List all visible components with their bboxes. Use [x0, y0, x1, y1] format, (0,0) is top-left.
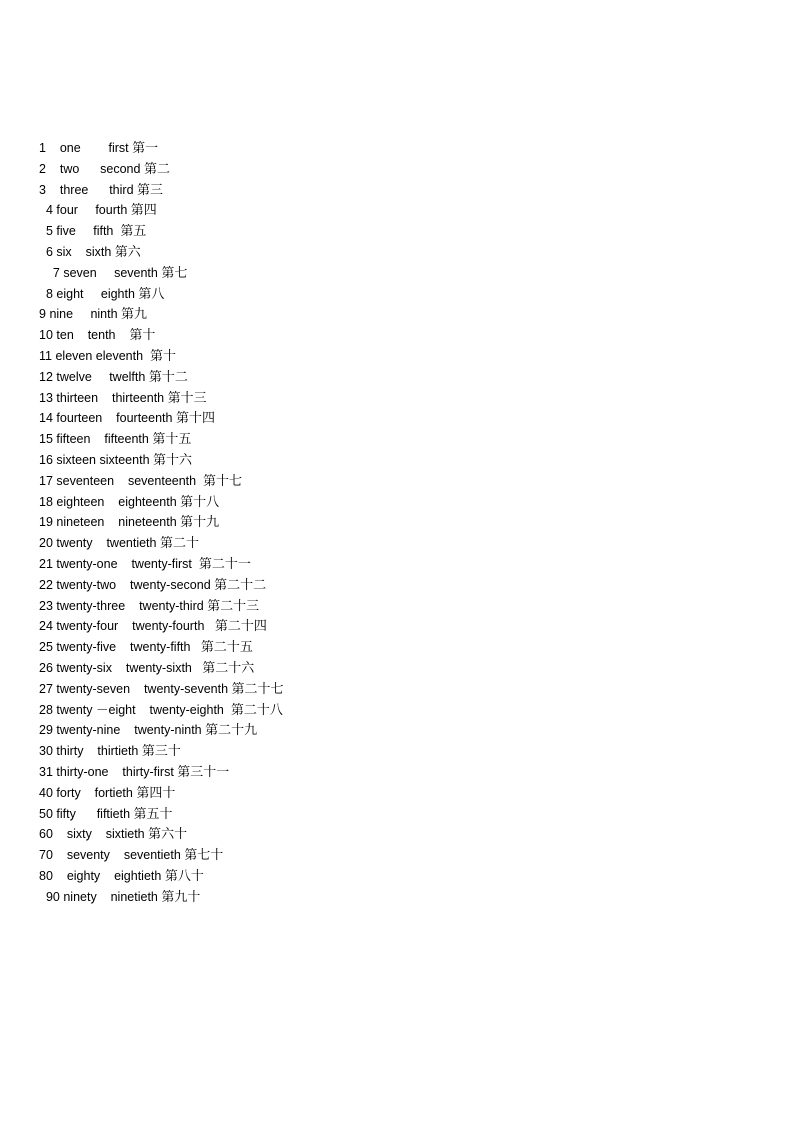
- cardinal-word: forty: [56, 785, 81, 800]
- number-value: 30: [39, 744, 53, 759]
- ordinal-word: second: [100, 161, 141, 176]
- ordinal-word: seventieth: [123, 848, 181, 863]
- cardinal-word: sixty: [66, 827, 92, 842]
- ordinal-word: fortieth: [94, 785, 133, 800]
- ordinal-word: twenty-fourth: [132, 619, 205, 634]
- number-line: [39, 346, 739, 367]
- cardinal-word: fifteen: [56, 432, 91, 447]
- chinese-ordinal: 第二十七: [231, 681, 284, 697]
- cardinal-word: nineteen: [56, 515, 105, 530]
- number-line: [39, 388, 739, 409]
- ordinal-word: eighteenth: [118, 494, 177, 509]
- chinese-ordinal: 第二十一: [198, 556, 251, 572]
- ordinal-word: third: [109, 182, 134, 197]
- cardinal-word: twenty-six: [56, 660, 112, 675]
- ordinal-word: fifteenth: [104, 432, 149, 447]
- cardinal-word: twenty-seven: [56, 681, 131, 696]
- cardinal-word: twenty-nine: [56, 723, 121, 738]
- number-line: [39, 616, 739, 637]
- number-line: [39, 866, 739, 887]
- number-value: 24: [39, 619, 53, 634]
- chinese-ordinal: 第十九: [180, 515, 220, 531]
- chinese-ordinal: 第八十: [164, 868, 204, 884]
- number-line: [39, 804, 739, 825]
- chinese-ordinal: 第二: [143, 161, 170, 177]
- number-value: 13: [39, 390, 53, 405]
- number-line: [39, 596, 739, 617]
- number-value: 31: [39, 764, 53, 779]
- number-value: 15: [39, 432, 53, 447]
- chinese-ordinal: 第二十三: [207, 598, 260, 614]
- cardinal-word: thirteen: [56, 390, 99, 405]
- number-line: [39, 138, 739, 159]
- number-value: 70: [39, 848, 53, 863]
- chinese-ordinal: 第九: [121, 307, 148, 323]
- number-value: 23: [39, 598, 53, 613]
- chinese-ordinal: 第七十: [184, 848, 224, 864]
- cardinal-word: twenty-four: [56, 619, 119, 634]
- cardinal-word: ten: [56, 328, 74, 343]
- number-value: 26: [39, 660, 53, 675]
- number-line: [39, 408, 739, 429]
- chinese-ordinal: 第十八: [180, 494, 220, 510]
- number-value: 4: [45, 203, 53, 218]
- chinese-ordinal: 第十六: [153, 452, 193, 468]
- number-value: 22: [39, 577, 53, 592]
- number-value: 10: [39, 328, 53, 343]
- number-line: [39, 637, 739, 658]
- number-value: 1: [39, 141, 46, 155]
- cardinal-word: twelve: [56, 369, 92, 384]
- cardinal-word: twenty: [56, 536, 93, 551]
- number-value: 21: [39, 556, 53, 571]
- number-line: [39, 512, 739, 533]
- number-line: [39, 284, 739, 305]
- cardinal-word: two: [59, 161, 80, 176]
- number-value: 17: [39, 473, 53, 488]
- number-line: [39, 367, 739, 388]
- chinese-ordinal: 第一: [132, 141, 159, 156]
- cardinal-word: seventy: [66, 848, 110, 863]
- number-value: 5: [45, 224, 53, 239]
- number-value: 11: [39, 348, 52, 363]
- cardinal-word: ninety: [63, 889, 97, 904]
- chinese-ordinal: 第九十: [161, 889, 201, 905]
- cardinal-word: twenty-three: [56, 598, 126, 613]
- number-line: [39, 887, 739, 908]
- number-line: [39, 720, 739, 741]
- number-value: 90: [45, 889, 60, 904]
- chinese-ordinal: 第二十二: [214, 577, 267, 593]
- ordinal-word: fiftieth: [96, 806, 131, 821]
- number-value: 40: [39, 785, 53, 800]
- ordinal-word: fourth: [95, 203, 128, 218]
- cardinal-word: nine: [49, 307, 74, 322]
- ordinal-word: ninth: [90, 307, 118, 322]
- chinese-ordinal: 第四: [130, 203, 157, 219]
- number-line: [39, 741, 739, 762]
- number-line: [39, 159, 739, 180]
- number-line: [39, 429, 739, 450]
- chinese-ordinal: 第二十八: [230, 702, 283, 718]
- cardinal-word: seven: [63, 265, 97, 280]
- cardinal-word: three: [59, 182, 89, 197]
- ordinal-word: sixteenth: [99, 452, 150, 467]
- ordinal-word: thirty-first: [122, 764, 174, 779]
- number-value: 16: [39, 452, 53, 467]
- number-line: [39, 783, 739, 804]
- ordinal-word: seventeenth: [127, 473, 197, 488]
- ordinal-word: eighth: [100, 286, 135, 301]
- number-line: [39, 200, 739, 221]
- ordinal-word: twenty-ninth: [134, 723, 202, 738]
- number-line: [39, 554, 739, 575]
- chinese-ordinal: 第十四: [175, 411, 215, 427]
- chinese-ordinal: 第十五: [152, 432, 192, 448]
- ordinal-word: tenth: [87, 328, 116, 343]
- ordinal-word: twenty-eighth: [149, 702, 224, 717]
- ordinal-word: thirteenth: [112, 390, 165, 405]
- cardinal-word: eighty: [66, 868, 101, 883]
- chinese-ordinal: 第十七: [203, 473, 243, 489]
- cardinal-word: thirty-one: [56, 764, 109, 779]
- number-line: [39, 679, 739, 700]
- cardinal-word: seventeen: [56, 473, 115, 488]
- chinese-ordinal: 第十二: [148, 369, 188, 385]
- cardinal-word: twenty-five: [56, 640, 117, 655]
- number-line: [39, 762, 739, 783]
- ordinal-word: nineteenth: [118, 515, 177, 530]
- chinese-ordinal: 第二十九: [205, 723, 258, 739]
- number-value: 20: [39, 536, 53, 551]
- cardinal-word: eighteen: [56, 494, 105, 509]
- cardinal-word: thirty: [56, 744, 84, 759]
- number-value: 29: [39, 723, 53, 738]
- number-value: 3: [39, 182, 46, 197]
- cardinal-word: twenty －eight: [56, 702, 136, 717]
- number-value: 9: [39, 307, 46, 322]
- number-line: [39, 471, 739, 492]
- number-value: 19: [39, 515, 53, 530]
- ordinal-word: eightieth: [114, 868, 162, 883]
- chinese-ordinal: 第六十: [148, 827, 188, 843]
- cardinal-word: twenty-one: [56, 556, 118, 571]
- ordinal-word: sixth: [85, 244, 112, 259]
- number-value: 12: [39, 369, 53, 384]
- ordinal-word: twenty-seventh: [143, 681, 229, 696]
- chinese-ordinal: 第八: [138, 286, 165, 302]
- ordinal-word: twentieth: [106, 536, 157, 551]
- number-line: [39, 263, 739, 284]
- number-line: [39, 845, 739, 866]
- chinese-ordinal: 第三十: [141, 744, 181, 760]
- number-line: [39, 492, 739, 513]
- ordinal-word: seventh: [114, 265, 158, 280]
- number-line: [39, 658, 739, 679]
- chinese-ordinal: 第十: [150, 348, 177, 364]
- number-value: 80: [39, 868, 53, 883]
- number-value: 50: [39, 806, 53, 821]
- cardinal-word: fifty: [56, 806, 76, 821]
- chinese-ordinal: 第二十六: [202, 660, 255, 676]
- ordinal-word: fifth: [93, 224, 114, 239]
- ordinal-word: thirtieth: [97, 744, 139, 759]
- ordinal-word: twenty-sixth: [125, 660, 192, 675]
- number-line: [39, 450, 739, 471]
- chinese-ordinal: 第十三: [167, 390, 207, 406]
- cardinal-word: sixteen: [56, 452, 96, 467]
- cardinal-word: fourteen: [56, 411, 103, 426]
- number-line: [39, 700, 739, 721]
- chinese-ordinal: 第七: [161, 265, 188, 281]
- number-value: 7: [52, 265, 60, 280]
- number-value: 28: [39, 702, 53, 717]
- chinese-ordinal: 第三: [137, 182, 164, 198]
- chinese-ordinal: 第二十四: [214, 619, 267, 635]
- chinese-ordinal: 第六: [114, 244, 141, 260]
- number-value: 8: [45, 286, 53, 301]
- number-line: [39, 242, 739, 263]
- number-value: 27: [39, 681, 53, 696]
- cardinal-word: eight: [56, 286, 84, 301]
- ordinal-word: twenty-first: [131, 556, 192, 571]
- number-line: [39, 180, 739, 201]
- number-value: 60: [39, 827, 53, 842]
- chinese-ordinal: 第二十: [159, 536, 199, 552]
- number-line: [39, 325, 739, 346]
- chinese-ordinal: 第五: [120, 224, 147, 240]
- cardinal-word: twenty-two: [56, 577, 117, 592]
- cardinal-word: eleven: [55, 348, 93, 363]
- cardinal-word: one: [59, 141, 81, 155]
- ordinal-word: twenty-second: [130, 577, 211, 592]
- ordinal-word: first: [108, 141, 129, 155]
- ordinal-word: twenty-fifth: [130, 640, 191, 655]
- number-line: [39, 221, 739, 242]
- ordinal-word: fourteenth: [116, 411, 173, 426]
- number-value: 2: [39, 161, 46, 176]
- cardinal-word: five: [56, 224, 76, 239]
- chinese-ordinal: 第四十: [136, 785, 176, 801]
- number-line: [39, 533, 739, 554]
- number-value: 18: [39, 494, 53, 509]
- ordinal-word: eleventh: [95, 348, 144, 363]
- ordinal-word: sixtieth: [105, 827, 145, 842]
- number-value: 14: [39, 411, 53, 426]
- cardinal-word: four: [56, 203, 78, 218]
- chinese-ordinal: 第二十五: [200, 640, 253, 656]
- number-value: 6: [45, 244, 53, 259]
- ordinal-word: twelfth: [109, 369, 146, 384]
- cardinal-word: six: [56, 244, 72, 259]
- number-line: [39, 824, 739, 845]
- chinese-ordinal: 第五十: [133, 806, 173, 822]
- number-value: 25: [39, 640, 53, 655]
- number-line: [39, 575, 739, 596]
- number-line: [39, 304, 739, 325]
- ordinal-word: twenty-third: [139, 598, 204, 613]
- chinese-ordinal: 第三十一: [177, 764, 230, 780]
- chinese-ordinal: 第十: [129, 328, 156, 344]
- ordinal-word: ninetieth: [110, 889, 158, 904]
- numbers-list: [39, 138, 739, 907]
